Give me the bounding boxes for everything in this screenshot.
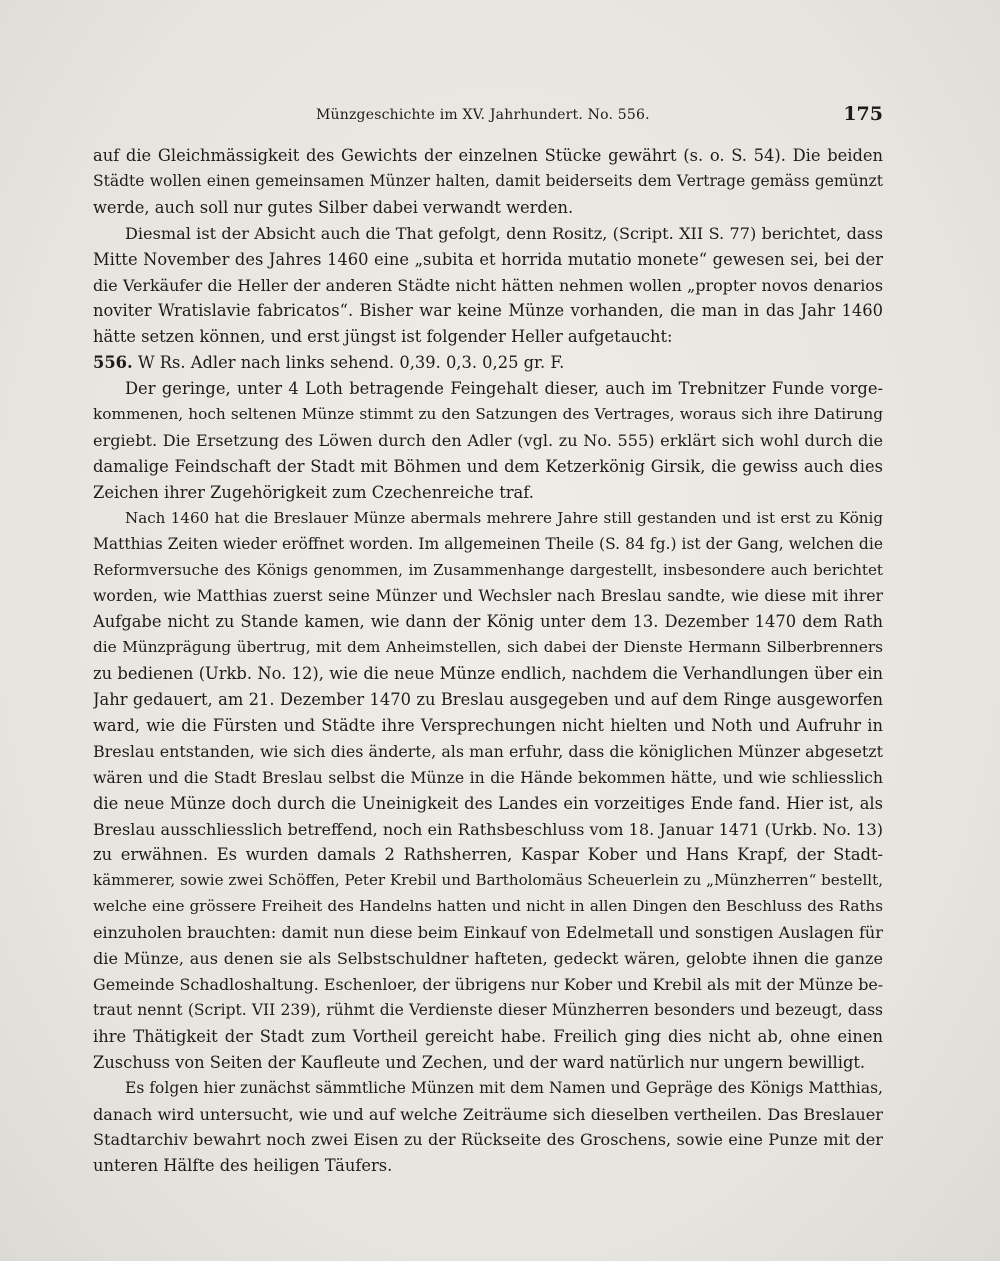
text-line: ward, wie die Fürsten und Städte ihre Versprechungen nicht hielten und Noth und Aufruhr in [93,715,883,735]
text-line: Städte wollen einen gemeinsamen Münzer halten, damit beiderseits dem Vertrage gemäss gemünzt [93,171,883,190]
text-line: Reformversuche des Königs genommen, im Zusammenhange dargestellt, insbesondere auch berichtet [93,560,883,579]
text-line: Es folgen hier zunächst sämmtliche Münzen mit dem Namen und Gepräge des Königs Matthias, [125,1078,883,1097]
running-header [93,103,883,131]
text-line: einzuholen brauchten: damit nun diese beim Einkauf von Edelmetall und sonstigen Auslagen für [93,923,883,943]
text-line: worden, wie Matthias zuerst seine Münzer und Wechsler nach Breslau sandte, wie diese mit ihrer [93,586,883,606]
text-line: unteren Hälfte des heiligen Täufers. [93,1156,393,1176]
text-line: kämmerer, sowie zwei Schöffen, Peter Krebil und Bartholomäus Scheuerlein zu „Münzherren“ bestellt, [93,871,883,890]
text-line: Stadtarchiv bewahrt noch zwei Eisen zu der Rückseite des Groschens, sowie eine Punze mit der [93,1130,883,1150]
text-line: traut nennt (Script. VII 239), rühmt die Verdienste dieser Münzherren besonders und bezeugt, dass [93,1000,883,1019]
text-line: ergiebt. Die Ersetzung des Löwen durch den Adler (vgl. zu No. 555) erklärt sich wohl durch die [93,430,883,450]
text-line: Aufgabe nicht zu Stande kamen, wie dann der König unter dem 13. Dezember 1470 dem Rath [93,612,883,632]
text-line: die Verkäufer die Heller der anderen Städte nicht hätten nehmen wollen „propter novos denarios [93,275,883,295]
text-line: welche eine grössere Freiheit des Handelns hatten und nicht in allen Dingen den Beschluss des Raths [93,897,883,916]
text-line: die neue Münze doch durch die Uneinigkeit des Landes ein vorzeitiges Ende fand. Hier ist, als [93,793,883,813]
running-header-title: Münzgeschichte im XV. Jahrhundert. No. 556. [316,107,650,123]
entry-number: 556. [93,353,133,373]
page-number: 175 [843,103,883,125]
text-line: Mitte November des Jahres 1460 eine „subita et horrida mutatio monete“ gewesen sei, bei der [93,249,883,269]
coin-entry-description: W Rs. Adler nach links sehend. 0,39. 0,3. 0,25 gr. F. [137,353,565,373]
text-line: zu erwähnen. Es wurden damals 2 Rathsherren, Kaspar Kober und Hans Krapf, der Stadt- [93,845,883,865]
text-line: Nach 1460 hat die Breslauer Münze abermals mehrere Jahre still gestanden und ist erst zu König [125,508,883,527]
text-line: zu bedienen (Urkb. No. 12), wie die neue Münze endlich, nachdem die Verhandlungen über ein [93,664,883,684]
text-line: kommenen, hoch seltenen Münze stimmt zu den Satzungen des Vertrages, woraus sich ihre Datirung [93,405,883,424]
text-line: wären und die Stadt Breslau selbst die Münze in die Hände bekommen hätte, und wie schliesslich [93,767,883,787]
text-line: noviter Wratislavie fabricatos“. Bisher war keine Münze vorhanden, die man in das Jahr 1460 [93,301,883,321]
text-line: Breslau ausschliesslich betreffend, noch ein Rathsbeschluss vom 18. Januar 1471 (Urkb. No. 13) [93,819,883,839]
text-line: danach wird untersucht, wie und auf welche Zeiträume sich dieselben vertheilen. Das Breslauer [93,1104,883,1124]
text-line: werde, auch soll nur gutes Silber dabei verwandt werden. [93,197,574,217]
text-line: hätte setzen können, und erst jüngst ist folgender Heller aufgetaucht: [93,327,673,347]
text-line: Breslau entstanden, wie sich dies änderte, als man erfuhr, dass die königlichen Münzer abgesetzt [93,741,883,761]
text-line: Diesmal ist der Absicht auch die That gefolgt, denn Rositz, (Script. XII S. 77) berichtet, dass [125,223,883,243]
text-line: Jahr gedauert, am 21. Dezember 1470 zu Breslau ausgegeben und auf dem Ringe ausgeworfen [93,690,883,710]
text-line: auf die Gleichmässigkeit des Gewichts der einzelnen Stücke gewährt (s. o. S. 54). Die beiden [93,146,883,165]
text-line: damalige Feindschaft der Stadt mit Böhmen und dem Ketzerkönig Girsik, die gewiss auch dies [93,456,883,476]
body-text [93,143,883,1179]
text-line: Matthias Zeiten wieder eröffnet worden. Im allgemeinen Theile (S. 84 fg.) ist der Gang, welchen die [93,534,883,553]
text-line: Zeichen ihrer Zugehörigkeit zum Czechenreiche traf. [93,482,534,502]
text-line: Zuschuss von Seiten der Kaufleute und Zechen, und der ward natürlich nur ungern bewilligt. [93,1052,866,1072]
text-line: Der geringe, unter 4 Loth betragende Feingehalt dieser, auch im Trebnitzer Funde vorge- [125,379,883,399]
text-line: ihre Thätigkeit der Stadt zum Vortheil gereicht habe. Freilich ging dies nicht ab, ohne einen [93,1026,883,1046]
text-line: Gemeinde Schadloshaltung. Eschenloer, der übrigens nur Kober und Krebil als mit der Münze be- [93,975,883,994]
text-line: die Münze, aus denen sie als Selbstschuldner hafteten, gedeckt wären, gelobte ihnen die ganze [93,949,883,969]
text-line: die Münzprägung übertrug, mit dem Anheimstellen, sich dabei der Dienste Hermann Silberbrenners [93,638,883,657]
coin-entry-line [93,350,883,376]
